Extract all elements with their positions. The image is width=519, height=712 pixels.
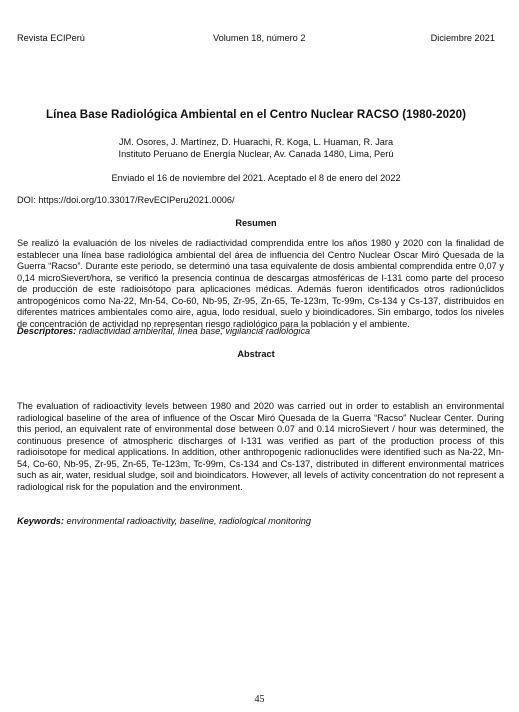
author-list: JM. Osores, J. Martínez, D. Huarachi, R. Koga, L. Huaman, R. Jara <box>118 137 394 147</box>
issue-date: Diciembre 2021 <box>430 33 495 43</box>
abstract-text: The evaluation of radioactivity levels between 1980 and 2020 was carried out in order to establish an environmental radiological baseline of the area of influence of the Oscar Miró Quesada de la Guerra “Racso” Nuclear Center. During this period, an equivalent rate of environmental dose between 0.07 and 0.14 microSievert / hour was determined, the continuous presence of atmospheric discharges of I-131 was verified as part of the production process of this radioisotope for medical applications. In addition, other anthropogenic radionuclides were identified such as Na-22, Mn-54, Co-60, Nb-95, Zr-95, Zn-65, Te-123m, Tc-99m, Cs-134 and Cs-137, distributed in different environmental matrices such as air, water, residual sludge, soil and bioindicators. However, all levels of activity concentration do not represent a radiological risk for the population and the environment. <box>17 401 504 492</box>
submission-dates: Enviado el 16 de noviembre del 2021. Aceptado el 8 de enero del 2022 <box>111 173 401 183</box>
abstract-heading: Abstract <box>237 349 275 359</box>
journal-name: Revista ECIPerú <box>17 33 85 43</box>
article-title: Línea Base Radiológica Ambiental en el Centro Nuclear RACSO (1980-2020) <box>46 108 466 121</box>
volume-issue: Volumen 18, número 2 <box>213 33 306 43</box>
descriptores-line <box>17 326 504 336</box>
keywords-line <box>17 516 504 526</box>
page-number: 45 <box>254 694 265 705</box>
descriptores-text: radiactividad ambiental, línea base, vigilancia radiológica <box>78 326 311 336</box>
keywords-label: Keywords: <box>17 516 64 526</box>
resumen-heading: Resumen <box>235 218 277 228</box>
resumen-text: Se realizó la evaluación de los niveles de radiactividad comprendida entre los años 1980 y 2020 con la finalidad de establecer una línea base radiológica ambiental del área de influencia del Centro Nuclear Oscar Miró Quesada de la Guerra “Racso”. Durante este periodo, se determinó una tasa equivalente de dosis ambiental comprendida entre 0,07 y 0,14 microSievert/hora, se verificó la presencia continua de descargas atmosféricas de I-131 como parte del proceso de producción de este radioisótopo para aplicaciones médicas. Además fueron identificados otros radionúclidos antropogénicos como Na-22, Mn-54, Co-60, Nb-95, Zr-95, Zn-65, Te-123m, Tc-99m, Cs-134 y Cs-137, distribuidos en diferentes matrices ambientales como aire, agua, lodo residual, suelo y bioindicadores. Sin embargo, todos los niveles de concentración de actividad no representan riesgo radiológico para la población y el ambiente. <box>17 238 504 329</box>
author-block <box>17 137 495 160</box>
descriptores-label: Descriptores: <box>17 326 77 336</box>
running-header <box>17 33 495 45</box>
keywords-text: environmental radioactivity, baseline, radiological monitoring <box>66 516 311 526</box>
doi-link[interactable]: DOI: https://doi.org/10.33017/RevECIPeru2021.0006/ <box>17 195 235 205</box>
affiliation: Instituto Peruano de Energía Nuclear, Av. Canada 1480, Lima, Perú <box>118 148 394 159</box>
